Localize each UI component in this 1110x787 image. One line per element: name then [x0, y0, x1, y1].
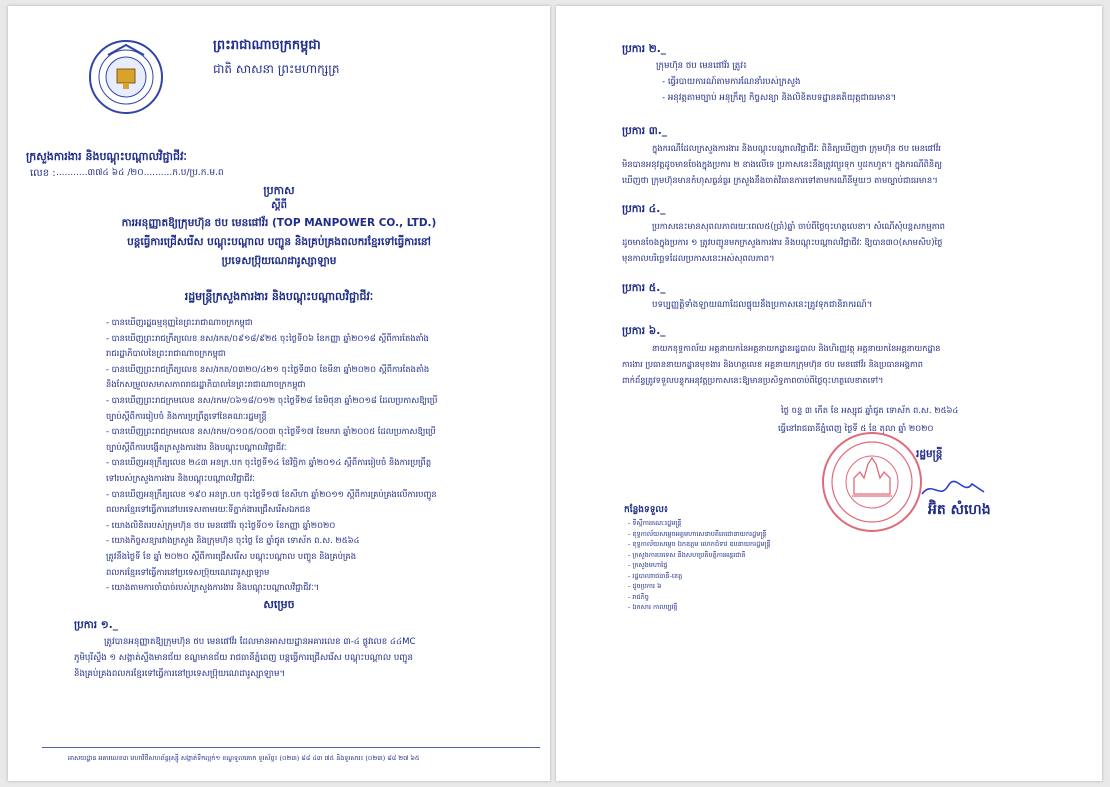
reference-line: ពលករខ្មែរទៅធ្វើការនៅប្រទេសប្រ៊ុយណេដារូស្សាឡាម — [106, 566, 270, 577]
recipients-list — [628, 518, 848, 613]
title-line-2: បន្តធ្វើការជ្រើសរើស បណ្តុះបណ្តាល បញ្ជូន និងគ្រប់គ្រងពលករខ្មែរទៅធ្វើការនៅ — [127, 236, 431, 248]
official-seal — [822, 432, 922, 532]
reference-label: លេខ : — [30, 168, 56, 179]
minister-heading: រដ្ឋមន្ត្រីក្រសួងការងារ និងបណ្តុះបណ្តាលវិជ្ជាជីវៈ — [184, 290, 374, 303]
reference-line: ច្បាប់ស្តីពីការរៀបចំ និងការប្រព្រឹត្តទៅនៃគណៈរដ្ឋមន្ត្រី — [106, 410, 267, 421]
proclamation-heading: ប្រកាស — [263, 184, 295, 197]
article-line: ត្រូវបានអនុញ្ញាតឱ្យក្រុមហ៊ុន ថប មេនផៅវ័រ ដែលមានអាសយដ្ឋានអគារលេខ ៣-៤ ផ្លូវលេខ ៤៤MC — [104, 637, 416, 647]
article-line: ប្រកាសនេះមានសុពលភាពរយៈពេល៥(ប្រាំ)ឆ្នាំ ចាប់ពីថ្ងៃចុះហត្ថលេខា។ សំណើសុំបន្តសកម្មភាព — [652, 221, 945, 231]
article-line: ភូមិបុរីស្ទឹង ១ សង្កាត់ស្ទឹងមានជ័យ ខណ្ឌមានជ័យ រាជធានីភ្នំពេញ បន្តធ្វើការជ្រើសរើស បណ្តុះបណ្តាល បញ្ជូន — [74, 653, 413, 663]
article-6-body — [622, 340, 1082, 388]
recipient-item: - ឯកសារ កាលប្បវត្តិ — [628, 603, 678, 611]
article-line: ដូចមានចែងក្នុងប្រការ ១ ត្រូវបញ្ជូនមកក្រសួងការងារ និងបណ្តុះបណ្តាលវិជ្ជាជីវៈ ឱ្យបាន៣០(សាមសិប)ថ្ងៃ — [622, 237, 943, 247]
signature-title: រដ្ឋមន្ត្រី — [916, 448, 943, 460]
article-3-body — [622, 140, 1082, 188]
reference-line: - បានឃើញអនុក្រឹត្យលេខ ២៤៣ អនក្រ.បក ចុះថ្ងៃទី១៤ ខែវិច្ឆិកា ឆ្នាំ២០១៤ ស្តីពីការរៀបចំ និងការប្រព្រឹត្ត — [106, 457, 432, 468]
reference-line: - បានឃើញអនុក្រឹត្យលេខ ១៩០ អនក្រ.បក ចុះថ្ងៃទី១៧ ខែសីហា ឆ្នាំ២០១១ ស្តីពីការគ្រប់គ្រងលើការបញ្ជូន — [106, 488, 437, 499]
article-1-label: ប្រការ ១._ — [74, 619, 118, 631]
reference-line: និងកែសម្រួលសមាសភាពរាជរដ្ឋាភិបាលនៃព្រះរាជាណាចក្រកម្ពុជា — [106, 379, 306, 390]
references-list — [106, 315, 526, 596]
article-6-label: ប្រការ ៦._ — [622, 325, 666, 337]
footer-address: អាសយដ្ឋាន អគារលេខ៣ មហាវិថីសហព័ន្ធរុស្ស៊ី សង្កាត់ទឹកល្អក់១ ខណ្ឌទួលគោក ទូរស័ព្ទ៖ (០២៣) ៨៨ ៤៣ ៧៥ និងទូរសារ៖ (០២៣) ៨៨ ២៧ ៦៥ — [68, 754, 420, 762]
article-3-label: ប្រការ ៣._ — [622, 125, 667, 137]
reference-line: ទៅរបស់ក្រសួងការងារ និងបណ្តុះបណ្តាលវិជ្ជាជីវៈ — [106, 472, 255, 483]
article-line: ការងារ ប្រធាននាយកដ្ឋានមុខងារ និងហត្ថលេខ អគ្គនាយកក្រុមហ៊ុន ថប មេនផៅវ័រ និងប្រធានអង្គភាព — [622, 359, 923, 369]
title-line-3: ប្រទេសប្រ៊ុយណេដារូស្សាឡាម — [221, 255, 337, 267]
kingdom-header: ព្រះរាជាណាចក្រកម្ពុជា — [213, 38, 321, 53]
recipient-item: - ក្រសួងមហាផ្ទៃ — [628, 561, 668, 569]
reference-line: ត្រូវនឹងថ្ងៃទី ខែ ឆ្នាំ ២០២០ ស្តីពីការជ្រើសរើស បណ្តុះបណ្តាល បញ្ជូន និងគ្រប់គ្រង — [106, 550, 357, 561]
recipient-item: - ខុទ្ទកាល័យសម្តេច ឯកឧត្តម លោកជំទាវ ឧបនាយករដ្ឋមន្ត្រី — [628, 540, 771, 548]
date-lunar: ថ្ងៃ ចន្ទ ៣ កើត ខែ អស្សុជ ឆ្នាំជូត ទោស័ក ព.ស. ២៥៦៤ — [781, 405, 959, 415]
article-4-body — [622, 218, 1082, 266]
recipient-item: - ខុទ្ទកាល័យសម្តេចអគ្គមហាសេនាបតីតេជោនាយករដ្ឋមន្ត្រី — [628, 529, 767, 538]
article-1-body — [74, 634, 514, 682]
reference-line: ច្បាប់ស្តីពីការបង្កើតក្រសួងការងារ និងបណ្តុះបណ្តាលវិជ្ជាជីវៈ — [106, 441, 287, 452]
footer-rule — [42, 747, 540, 748]
about-heading: ស្តីពី — [271, 200, 287, 211]
reference-line: - បានឃើញព្រះរាជក្រមលេខ នស/រកម/០១០៥/០០៣ ចុះថ្ងៃទី១៧ ខែមករា ឆ្នាំ២០០៥ ដែលប្រកាសឱ្យប្រើ — [106, 426, 436, 437]
reference-line: រាជរដ្ឋាភិបាលនៃព្រះរាជាណាចក្រកម្ពុជា — [106, 348, 226, 359]
ministry-name: ក្រសួងការងារ និងបណ្តុះបណ្តាលវិជ្ជាជីវៈ — [26, 150, 187, 163]
reference-line: - យោងកិច្ចសន្យារវាងក្រសួង និងក្រុមហ៊ុន ចុះថ្ងៃ ខែ ឆ្នាំជូត ទោស័ក ព.ស. ២៥៦៤ — [106, 535, 360, 546]
document-page-2 — [556, 6, 1102, 781]
article-line: និងគ្រប់គ្រងពលករខ្មែរទៅធ្វើការនៅប្រទេសប្រ៊ុយណេដារូស្សាឡាម។ — [74, 669, 286, 679]
recipient-item: - ដូចប្រការ ៦ — [628, 582, 662, 590]
national-motto: ជាតិ សាសនា ព្រះមហាក្សត្រ — [213, 62, 340, 76]
article-line: - ធ្វើរបាយការណ៍តាមការណែនាំរបស់ក្រសួង — [662, 77, 801, 87]
reference-number: ...........៣៧៤ ៦៤ /២០..........ក.ប/ប្រ.ក.ម.ព — [56, 168, 224, 178]
article-4-label: ប្រការ ៤._ — [622, 203, 666, 215]
recipient-item: - ទីស្តីការគណៈរដ្ឋមន្ត្រី — [628, 519, 682, 527]
recipients-heading: កន្លែងទទួល៖ — [624, 505, 668, 515]
reference-line: - បានឃើញព្រះរាជក្រឹត្យលេខ នស/រកត/០៣២០/៤២១ ចុះថ្ងៃទី៣០ ខែមីនា ឆ្នាំ២០២០ ស្តីពីការតែងតាំង — [106, 363, 430, 374]
article-line: មិនបានអនុវត្តដូចមានចែងក្នុងប្រការ ២ ខាងលើទេ ប្រកាសនេះនឹងត្រូវព្យួរទុក ឬដកហូត។ ក្នុងករណីពិនិត្យ — [622, 159, 943, 169]
date-solar: ធ្វើនៅរាជធានីភ្នំពេញ ថ្ងៃទី ៥ ខែ តុលា ឆ្នាំ ២០២០ — [778, 423, 934, 433]
reference-line: - យោងតាមការចាំបាច់របស់ក្រសួងការងារ និងបណ្តុះបណ្តាលវិជ្ជាជីវៈ។ — [106, 582, 320, 593]
article-line: ក្នុងករណីដែលក្រសួងការងារ និងបណ្តុះបណ្តាលវិជ្ជាជីវៈ ពិនិត្យឃើញថា ក្រុមហ៊ុន ថប មេនផៅវ័រ — [652, 143, 941, 153]
decision-heading: សម្រេច — [263, 598, 295, 611]
article-line: ក្រុមហ៊ុន ថប មេនផៅវ័រ ត្រូវ៖ — [656, 61, 747, 71]
recipient-item: - រាជកិច្ច — [628, 592, 649, 601]
article-5-label: ប្រការ ៥._ — [622, 282, 666, 294]
reference-line: - យោងលិខិតរបស់ក្រុមហ៊ុន ថប មេនផៅវ័រ ចុះថ្ងៃទី០១ ខែកញ្ញា ឆ្នាំ២០២០ — [106, 519, 336, 530]
article-line: ឃើញថា ក្រុមហ៊ុនមានកំហុសធ្ងន់ធ្ងរ ក្រសួងនឹងចាត់វិធានការទៅតាមករណីនីមួយៗ តាមច្បាប់ជាធរមាន។ — [622, 175, 938, 185]
article-5-body — [622, 297, 1082, 313]
article-line: - អនុវត្តតាមច្បាប់ អនុក្រឹត្យ កិច្ចសន្យា និងលិខិតបទដ្ឋានគតិយុត្តជាធរមាន។ — [662, 93, 897, 103]
article-line: មុនកាលបរិច្ឆេទដែលប្រកាសនេះអស់សុពលភាព។ — [622, 253, 775, 263]
signatory-name: អ៊ិត សំហេង — [928, 502, 991, 518]
article-2-label: ប្រការ ២._ — [622, 43, 666, 55]
reference-line: - បានឃើញរដ្ឋធម្មនុញ្ញនៃព្រះរាជាណាចក្រកម្ពុជា — [106, 317, 253, 327]
reference-line: ពលករខ្មែរទៅធ្វើការនៅបរទេសតាមរយៈទីភ្នាក់ងារជ្រើសរើសឯកជន — [106, 504, 311, 515]
reference-line: - បានឃើញព្រះរាជក្រមលេខ នស/រកម/០៦១៨/០១២ ចុះថ្ងៃទី២៨ ខែមិថុនា ឆ្នាំ២០១៨ ដែលប្រកាសឱ្យប្រើ — [106, 394, 438, 405]
reference-line: - បានឃើញព្រះរាជក្រឹត្យលេខ នស/រកត/០៩១៨/៩២៥ ចុះថ្ងៃទី០៦ ខែកញ្ញា ឆ្នាំ២០១៨ ស្តីពីការតែងតាំង — [106, 332, 429, 343]
article-2-body — [656, 58, 1076, 106]
title-line-1: ការអនុញ្ញាតឱ្យក្រុមហ៊ុន ថប មេនផៅវ័រ (TOP MANPOWER CO., LTD.) — [121, 217, 437, 229]
recipient-item: - ក្រសួងការបរទេស និងសហប្រតិបត្តិការអន្តរជាតិ — [628, 550, 746, 559]
article-line: នាយកខុទ្ទកាល័យ អគ្គនាយកនៃអគ្គនាយកដ្ឋានរដ្ឋបាល និងហិរញ្ញវត្ថុ អគ្គនាយកនៃអគ្គនាយកដ្ឋាន — [652, 343, 941, 353]
document-page-1 — [8, 6, 550, 781]
ministry-logo — [88, 39, 164, 115]
handwritten-signature — [918, 474, 988, 504]
article-line: បទប្បញ្ញត្តិទាំងឡាយណាដែលផ្ទុយនឹងប្រកាសនេះត្រូវទុកជានិរាករណ៍។ — [652, 300, 873, 310]
recipient-item: - រដ្ឋបាលរាជធានី-ខេត្ត — [628, 571, 683, 580]
article-line: ពាក់ព័ន្ធត្រូវទទួលបន្ទុកអនុវត្តប្រកាសនេះឱ្យមានប្រសិទ្ធភាពចាប់ពីថ្ងៃចុះហត្ថលេខាតទៅ។ — [622, 375, 884, 385]
